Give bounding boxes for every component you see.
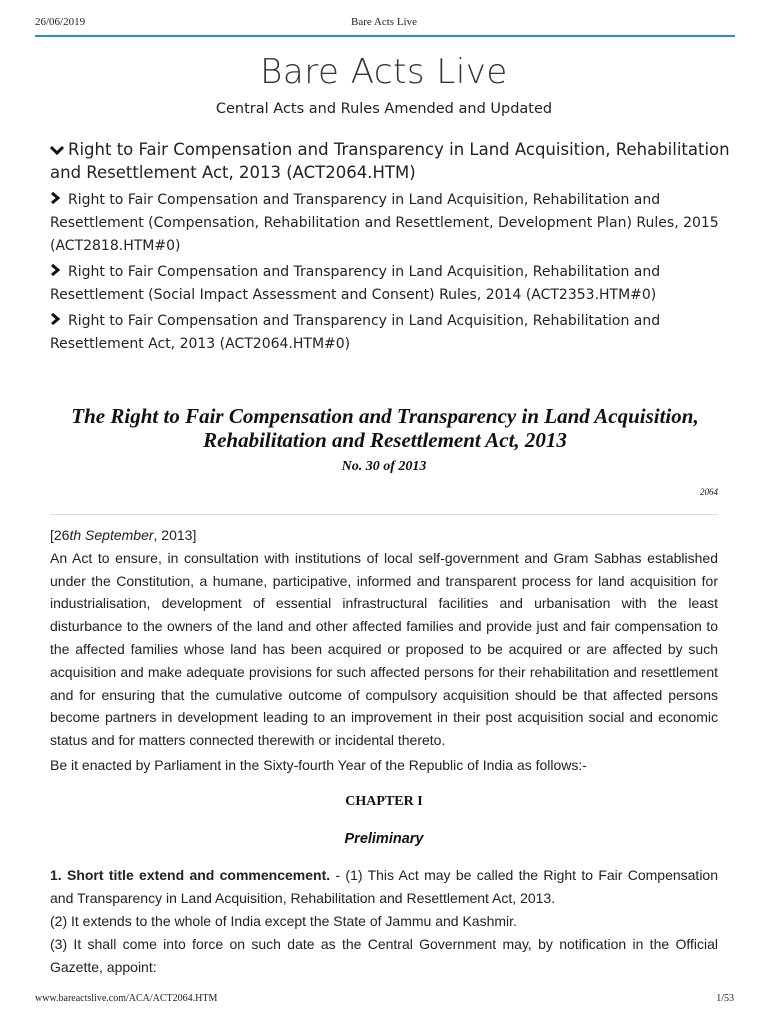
act-body (50, 524, 718, 978)
print-footer (0, 993, 768, 1007)
chapter-title: Preliminary (344, 830, 424, 847)
page-number: 1/53 (716, 993, 734, 1004)
act-title: The Right to Fair Compensation and Transparency in Land Acquisition, Rehabilitation and Resettlement Act, 2013 (71, 404, 699, 452)
nav-item-label: Right to Fair Compensation and Transparency in Land Acquisition, Rehabilitation and Resettlement Act, 2013 (ACT2064.HTM) (50, 140, 730, 182)
page-url: www.bareactslive.com/ACA/ACT2064.HTM (35, 993, 218, 1004)
section-1 (50, 864, 718, 910)
chevron-right-icon (50, 189, 68, 212)
section-text: - (1) This Act may be called the Right to Fair Compensation and Transparency in Land Acquisition, Rehabilitation and Resettlement Act, 2013. (50, 867, 719, 907)
nav-item-rules-2014[interactable] (50, 261, 740, 307)
enactment-date: [26th September, 2013] (50, 527, 197, 543)
act-number: No. 30 of 2013 (341, 459, 427, 474)
site-title[interactable]: Bare Acts Live (260, 52, 508, 92)
section-1-2: (2) It extends to the whole of India except the State of Jammu and Kashmir. (50, 912, 517, 929)
section-heading: 1. Short title extend and commencement. (50, 867, 331, 884)
nav-item-label: Right to Fair Compensation and Transparency in Land Acquisition, Rehabilitation and Resettlement (Social Impact Assessment and Consent) Rules, 2014 (ACT2353.HTM#0) (50, 264, 661, 303)
print-page-title: Bare Acts Live (351, 16, 417, 28)
section-1-3: (3) It shall come into force on such date as the Central Government may, by notification in the Official Gazette, appoint: (50, 935, 718, 975)
chevron-down-icon (50, 138, 68, 161)
print-header (0, 16, 768, 32)
nav-item-label: Right to Fair Compensation and Transparency in Land Acquisition, Rehabilitation and Resettlement (Compensation, Rehabilitation and Resettlement, Development Plan) Rules, 2015 (ACT2818.HTM#0) (50, 192, 719, 254)
content-divider (50, 514, 718, 515)
chevron-right-icon (50, 310, 68, 333)
act-navigation (50, 138, 740, 359)
print-date: 26/06/2019 (35, 16, 86, 28)
act-code: 2064 (700, 487, 718, 497)
chevron-right-icon (50, 261, 68, 284)
header-divider (35, 35, 735, 37)
nav-item-rules-2015[interactable] (50, 189, 740, 258)
nav-item-current-act[interactable] (50, 138, 740, 184)
enacting-clause: Be it enacted by Parliament in the Sixty-fourth Year of the Republic of India as follows:- (50, 756, 587, 773)
site-subtitle: Central Acts and Rules Amended and Updated (215, 101, 553, 117)
nav-item-act-2013[interactable] (50, 310, 740, 356)
chapter-heading: CHAPTER I (345, 793, 423, 809)
nav-item-label: Right to Fair Compensation and Transparency in Land Acquisition, Rehabilitation and Resettlement Act, 2013 (ACT2064.HTM#0) (50, 313, 661, 352)
preamble: An Act to ensure, in consultation with institutions of local self-government and Gram Sabhas established under the Constitution, a humane, participative, informed and transparent process for land acquisition for industrialisation, development of essential infrastructural facilities and urbanisation with the least disturbance to the owners of the land and other affected families and provide just and fair compensation to the affected families whose land has been acquired or proposed to be acquired or are affected by such acquisition and make adequate provisions for such affected persons for their rehabilitation and resettlement and for ensuring that the cumulative outcome of compulsory acquisition should be that affected persons become partners in development leading to an improvement in their post acquisition social and economic status and for matters connected therewith or incidental thereto. (50, 549, 718, 749)
